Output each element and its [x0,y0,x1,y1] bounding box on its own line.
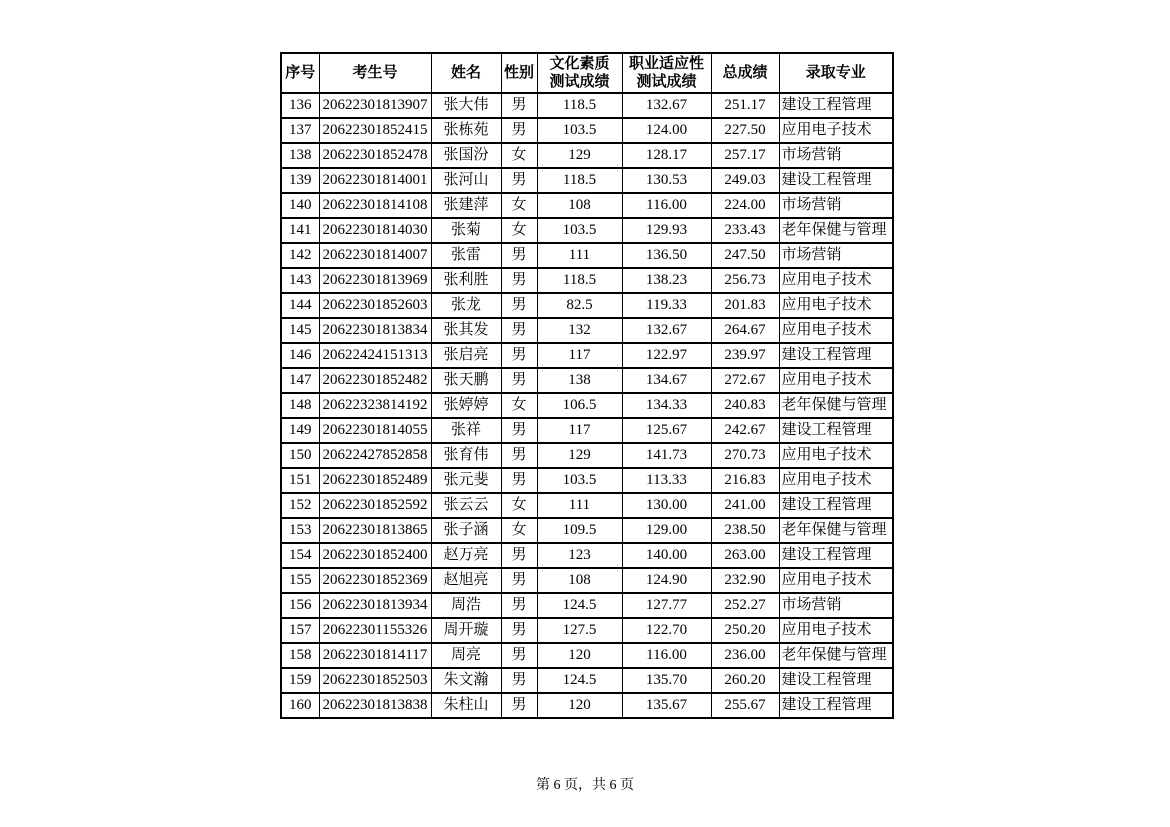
cell-name: 张龙 [431,293,501,318]
cell-total-score: 232.90 [711,568,779,593]
cell-seq: 160 [281,693,319,718]
cell-culture-score: 111 [537,493,622,518]
cell-admitted-major: 建设工程管理 [779,343,893,368]
cell-seq: 148 [281,393,319,418]
column-header-label: 文化素质 [549,56,610,72]
cell-name: 周开璇 [431,618,501,643]
table-row [281,518,893,543]
cell-name: 朱文瀚 [431,668,501,693]
cell-culture-score: 120 [537,693,622,718]
cell-admitted-major: 市场营销 [779,243,893,268]
cell-admitted-major: 应用电子技术 [779,443,893,468]
cell-name: 张雷 [431,243,501,268]
cell-aptitude-score: 113.33 [622,468,711,493]
cell-admitted-major: 老年保健与管理 [779,218,893,243]
table-row [281,493,893,518]
cell-name: 赵旭亮 [431,568,501,593]
admission-results-table [280,52,894,719]
cell-total-score: 263.00 [711,543,779,568]
cell-gender: 男 [501,118,537,143]
cell-candidate-id: 20622301813934 [319,593,431,618]
table-row [281,543,893,568]
cell-name: 周亮 [431,643,501,668]
cell-admitted-major: 应用电子技术 [779,568,893,593]
cell-culture-score: 108 [537,193,622,218]
cell-candidate-id: 20622301852478 [319,143,431,168]
cell-aptitude-score: 135.70 [622,668,711,693]
cell-gender: 男 [501,268,537,293]
cell-gender: 男 [501,693,537,718]
cell-gender: 女 [501,218,537,243]
cell-seq: 144 [281,293,319,318]
cell-seq: 154 [281,543,319,568]
table-row [281,343,893,368]
cell-seq: 156 [281,593,319,618]
cell-total-score: 256.73 [711,268,779,293]
column-header-label: 性别 [503,65,534,81]
cell-admitted-major: 应用电子技术 [779,468,893,493]
cell-seq: 152 [281,493,319,518]
table-row [281,268,893,293]
cell-candidate-id: 20622301852503 [319,668,431,693]
table-body [281,93,893,718]
cell-aptitude-score: 136.50 [622,243,711,268]
page-footer: 第 6 页，共 6 页 [536,778,634,793]
cell-culture-score: 103.5 [537,468,622,493]
cell-candidate-id: 20622301814007 [319,243,431,268]
cell-culture-score: 117 [537,343,622,368]
cell-admitted-major: 建设工程管理 [779,93,893,118]
cell-candidate-id: 20622301852592 [319,493,431,518]
cell-gender: 女 [501,143,537,168]
table-row [281,218,893,243]
cell-candidate-id: 20622301813969 [319,268,431,293]
table-row [281,243,893,268]
table-row [281,118,893,143]
cell-aptitude-score: 116.00 [622,193,711,218]
cell-candidate-id: 20622301814001 [319,168,431,193]
cell-culture-score: 103.5 [537,218,622,243]
column-header-total-score [711,53,779,93]
cell-gender: 男 [501,568,537,593]
cell-culture-score: 132 [537,318,622,343]
cell-seq: 150 [281,443,319,468]
cell-total-score: 241.00 [711,493,779,518]
cell-admitted-major: 建设工程管理 [779,168,893,193]
cell-culture-score: 138 [537,368,622,393]
cell-admitted-major: 老年保健与管理 [779,643,893,668]
cell-culture-score: 106.5 [537,393,622,418]
cell-total-score: 249.03 [711,168,779,193]
cell-admitted-major: 市场营销 [779,143,893,168]
table-row [281,393,893,418]
table-row [281,318,893,343]
cell-total-score: 236.00 [711,643,779,668]
cell-total-score: 257.17 [711,143,779,168]
cell-seq: 155 [281,568,319,593]
cell-name: 张大伟 [431,93,501,118]
cell-admitted-major: 建设工程管理 [779,418,893,443]
cell-aptitude-score: 132.67 [622,318,711,343]
cell-candidate-id: 20622301814055 [319,418,431,443]
cell-seq: 147 [281,368,319,393]
cell-name: 张祥 [431,418,501,443]
table-row [281,168,893,193]
cell-name: 张国汾 [431,143,501,168]
cell-admitted-major: 建设工程管理 [779,693,893,718]
cell-candidate-id: 20622301852369 [319,568,431,593]
cell-aptitude-score: 130.53 [622,168,711,193]
column-header-gender [501,53,537,93]
cell-name: 张菊 [431,218,501,243]
cell-candidate-id: 20622323814192 [319,393,431,418]
cell-name: 张栋苑 [431,118,501,143]
cell-aptitude-score: 119.33 [622,293,711,318]
cell-total-score: 255.67 [711,693,779,718]
cell-culture-score: 129 [537,143,622,168]
cell-culture-score: 118.5 [537,168,622,193]
table-row [281,618,893,643]
cell-admitted-major: 市场营销 [779,593,893,618]
column-header-name [431,53,501,93]
cell-name: 张婷婷 [431,393,501,418]
table-row [281,693,893,718]
cell-culture-score: 118.5 [537,268,622,293]
table-row [281,193,893,218]
cell-culture-score: 120 [537,643,622,668]
cell-culture-score: 123 [537,543,622,568]
cell-total-score: 224.00 [711,193,779,218]
column-header-label: 测试成绩 [549,74,610,90]
cell-culture-score: 124.5 [537,668,622,693]
cell-aptitude-score: 128.17 [622,143,711,168]
cell-total-score: 242.67 [711,418,779,443]
cell-gender: 男 [501,443,537,468]
cell-candidate-id: 20622301852482 [319,368,431,393]
column-header-label: 总成绩 [722,65,768,81]
cell-admitted-major: 老年保健与管理 [779,393,893,418]
column-header-label: 职业适应性 [628,56,704,72]
cell-gender: 男 [501,318,537,343]
table-row [281,468,893,493]
cell-admitted-major: 建设工程管理 [779,668,893,693]
table-row [281,593,893,618]
cell-total-score: 201.83 [711,293,779,318]
table-row [281,668,893,693]
cell-admitted-major: 应用电子技术 [779,268,893,293]
table-row [281,143,893,168]
cell-gender: 男 [501,593,537,618]
cell-name: 张利胜 [431,268,501,293]
cell-admitted-major: 应用电子技术 [779,368,893,393]
cell-total-score: 247.50 [711,243,779,268]
cell-gender: 女 [501,393,537,418]
cell-aptitude-score: 124.00 [622,118,711,143]
cell-culture-score: 129 [537,443,622,468]
column-header-label: 录取专业 [805,65,866,81]
cell-total-score: 216.83 [711,468,779,493]
cell-aptitude-score: 125.67 [622,418,711,443]
cell-aptitude-score: 129.93 [622,218,711,243]
cell-name: 张河山 [431,168,501,193]
cell-seq: 157 [281,618,319,643]
cell-total-score: 251.17 [711,93,779,118]
table-row [281,643,893,668]
cell-admitted-major: 建设工程管理 [779,543,893,568]
cell-seq: 139 [281,168,319,193]
cell-gender: 女 [501,193,537,218]
cell-aptitude-score: 116.00 [622,643,711,668]
cell-aptitude-score: 140.00 [622,543,711,568]
cell-candidate-id: 20622301155326 [319,618,431,643]
cell-admitted-major: 老年保健与管理 [779,518,893,543]
cell-admitted-major: 应用电子技术 [779,118,893,143]
cell-seq: 136 [281,93,319,118]
cell-gender: 男 [501,343,537,368]
cell-culture-score: 118.5 [537,93,622,118]
cell-total-score: 240.83 [711,393,779,418]
cell-aptitude-score: 130.00 [622,493,711,518]
column-header-label: 姓名 [450,65,481,81]
cell-total-score: 272.67 [711,368,779,393]
cell-gender: 男 [501,243,537,268]
cell-gender: 男 [501,543,537,568]
cell-culture-score: 117 [537,418,622,443]
header-row [281,53,893,93]
cell-culture-score: 124.5 [537,593,622,618]
cell-aptitude-score: 122.97 [622,343,711,368]
cell-total-score: 250.20 [711,618,779,643]
cell-name: 张启亮 [431,343,501,368]
cell-seq: 151 [281,468,319,493]
cell-seq: 158 [281,643,319,668]
cell-seq: 143 [281,268,319,293]
cell-aptitude-score: 135.67 [622,693,711,718]
column-header-label: 考生号 [352,65,398,81]
cell-name: 周浩 [431,593,501,618]
cell-name: 张建萍 [431,193,501,218]
cell-gender: 女 [501,518,537,543]
cell-gender: 男 [501,93,537,118]
cell-gender: 男 [501,468,537,493]
cell-seq: 159 [281,668,319,693]
cell-total-score: 227.50 [711,118,779,143]
cell-culture-score: 127.5 [537,618,622,643]
cell-candidate-id: 20622301852400 [319,543,431,568]
cell-seq: 142 [281,243,319,268]
cell-gender: 男 [501,293,537,318]
cell-gender: 女 [501,493,537,518]
column-header-culture-score [537,53,622,93]
cell-gender: 男 [501,643,537,668]
cell-admitted-major: 应用电子技术 [779,318,893,343]
table-row [281,443,893,468]
cell-aptitude-score: 124.90 [622,568,711,593]
cell-culture-score: 108 [537,568,622,593]
cell-candidate-id: 20622301813907 [319,93,431,118]
cell-name: 张其发 [431,318,501,343]
cell-aptitude-score: 134.67 [622,368,711,393]
cell-aptitude-score: 138.23 [622,268,711,293]
cell-candidate-id: 20622301813865 [319,518,431,543]
cell-gender: 男 [501,618,537,643]
cell-total-score: 260.20 [711,668,779,693]
column-header-aptitude-score [622,53,711,93]
cell-aptitude-score: 132.67 [622,93,711,118]
cell-candidate-id: 20622301814108 [319,193,431,218]
cell-total-score: 252.27 [711,593,779,618]
table-row [281,293,893,318]
cell-admitted-major: 应用电子技术 [779,293,893,318]
cell-aptitude-score: 129.00 [622,518,711,543]
cell-total-score: 270.73 [711,443,779,468]
table-row [281,568,893,593]
cell-name: 张育伟 [431,443,501,468]
cell-seq: 149 [281,418,319,443]
cell-gender: 男 [501,168,537,193]
cell-seq: 146 [281,343,319,368]
column-header-label: 序号 [285,65,316,81]
cell-name: 朱柱山 [431,693,501,718]
table-row [281,93,893,118]
cell-name: 张子涵 [431,518,501,543]
cell-name: 张云云 [431,493,501,518]
cell-culture-score: 82.5 [537,293,622,318]
cell-seq: 140 [281,193,319,218]
cell-seq: 153 [281,518,319,543]
cell-candidate-id: 20622424151313 [319,343,431,368]
cell-culture-score: 111 [537,243,622,268]
cell-seq: 141 [281,218,319,243]
cell-culture-score: 103.5 [537,118,622,143]
column-header-label: 测试成绩 [636,74,697,90]
cell-total-score: 239.97 [711,343,779,368]
cell-name: 赵万亮 [431,543,501,568]
cell-total-score: 264.67 [711,318,779,343]
cell-candidate-id: 20622301852603 [319,293,431,318]
cell-candidate-id: 20622301852415 [319,118,431,143]
cell-aptitude-score: 122.70 [622,618,711,643]
table-row [281,368,893,393]
cell-total-score: 238.50 [711,518,779,543]
cell-admitted-major: 建设工程管理 [779,493,893,518]
cell-candidate-id: 20622301813834 [319,318,431,343]
cell-seq: 137 [281,118,319,143]
cell-candidate-id: 20622301813838 [319,693,431,718]
cell-candidate-id: 20622427852858 [319,443,431,468]
cell-aptitude-score: 141.73 [622,443,711,468]
cell-gender: 男 [501,668,537,693]
cell-aptitude-score: 134.33 [622,393,711,418]
cell-candidate-id: 20622301814030 [319,218,431,243]
cell-culture-score: 109.5 [537,518,622,543]
cell-total-score: 233.43 [711,218,779,243]
cell-admitted-major: 应用电子技术 [779,618,893,643]
cell-gender: 男 [501,368,537,393]
cell-seq: 145 [281,318,319,343]
column-header-candidate-id [319,53,431,93]
cell-name: 张元斐 [431,468,501,493]
table-row [281,418,893,443]
cell-gender: 男 [501,418,537,443]
cell-name: 张天鹏 [431,368,501,393]
cell-admitted-major: 市场营销 [779,193,893,218]
cell-candidate-id: 20622301852489 [319,468,431,493]
cell-seq: 138 [281,143,319,168]
cell-aptitude-score: 127.77 [622,593,711,618]
cell-candidate-id: 20622301814117 [319,643,431,668]
column-header-seq [281,53,319,93]
column-header-admitted-major [779,53,893,93]
